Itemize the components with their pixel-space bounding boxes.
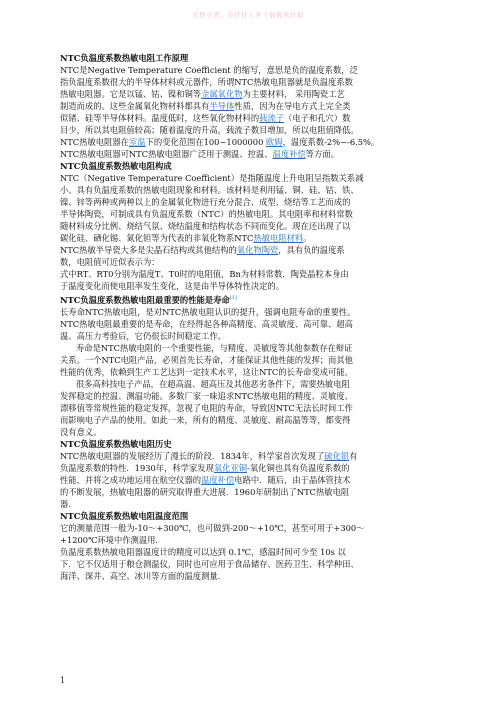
text-run: 式中RT、RT0分别为温度T、T0时的电阻值，Bn为材料常数．陶瓷晶粒本身由 bbox=[60, 269, 349, 279]
paragraph-line bbox=[60, 558, 442, 570]
text-run: NTC负温度系数热敏电阻温度范围 bbox=[60, 510, 189, 521]
text-run: NTC热敏电阻器可NTC热敏电阻器广泛用于测温、控温、 bbox=[60, 149, 273, 159]
paragraph-line bbox=[60, 256, 442, 268]
text-run: 长寿命NTC热敏电阻，是对NTC热敏电阻认识的提升，强调电阻寿命的重要性。 bbox=[60, 306, 356, 317]
paragraph-line bbox=[60, 100, 442, 112]
paragraph-line bbox=[60, 330, 442, 342]
paragraph-line bbox=[60, 306, 442, 318]
text-run: 。 bbox=[303, 233, 312, 243]
text-run: 数，电阻值可近似表示为： bbox=[60, 257, 160, 267]
paragraph-line bbox=[60, 318, 442, 330]
paragraph-line bbox=[60, 546, 442, 558]
paragraph-line bbox=[60, 402, 442, 414]
glossary-link[interactable]: 温度补偿 bbox=[272, 149, 306, 159]
paragraph-line bbox=[60, 280, 442, 292]
paragraph-line bbox=[60, 342, 442, 354]
text-run: 寿命是NTC热敏电阻的一个重要性能，与精度、灵敏度等其他参数存在辩证 bbox=[76, 342, 353, 353]
text-run: 等方面。 bbox=[305, 149, 339, 159]
glossary-link[interactable]: 欧姆 bbox=[266, 137, 283, 147]
text-run: 似锗、硅等半导体材料。温度低时，这些氧化物材料的 bbox=[60, 113, 260, 123]
text-run: 半导体陶瓷，可制成具有负温度系数（NTC）的热敏电阻。其电阻率和材料常数 bbox=[60, 209, 353, 219]
glossary-link[interactable]: 室温 bbox=[128, 137, 146, 147]
section-heading bbox=[60, 510, 442, 522]
paragraph-line bbox=[60, 354, 442, 366]
paragraph-line bbox=[60, 462, 442, 474]
paragraph-line bbox=[60, 196, 442, 208]
text-run: 性质，因为在导电方式上完全类 bbox=[234, 101, 351, 111]
text-run: 发挥稳定的控温、测温功能。多数厂家一味追求NTC热敏电阻的精度、灵敏度、 bbox=[60, 390, 353, 401]
text-run: NTC热敏半导瓷大多是尖晶石结构或其他结构的 bbox=[60, 245, 237, 255]
text-run: NTC（Negative Temperature Coefficient）是指随温度上升电阻呈指数关系减 bbox=[60, 173, 364, 183]
paragraph-line bbox=[60, 136, 442, 148]
text-run: ，具有负的温度系 bbox=[278, 245, 345, 255]
text-run: 热敏电阻器。它是以锰、钴、镍和铜等 bbox=[60, 89, 202, 99]
text-run: NTC负温度系数热敏电阻构成 bbox=[60, 161, 172, 171]
paragraph-line bbox=[60, 184, 442, 196]
glossary-link[interactable]: 热敏电阻材料 bbox=[253, 233, 304, 243]
text-run: 碳化硅、硒化锡、氮化钽等为代表的非氧化物系NTC bbox=[60, 233, 254, 243]
glossary-link[interactable]: 半导体 bbox=[209, 101, 235, 111]
text-run: 镍、锌等两种或两种以上的金属氧化物进行充分混合、成型、烧结等工艺而成的 bbox=[60, 197, 351, 207]
paragraph-line bbox=[60, 124, 442, 136]
text-run: 制造而成的。这些金属氧化物材料都具有 bbox=[60, 101, 210, 111]
paragraph-line bbox=[60, 220, 442, 232]
text-run: 而影响电子产品的使用。如此一来，所有的精度、灵敏度、耐高温等等，都变得 bbox=[60, 414, 351, 425]
paragraph-line bbox=[60, 172, 442, 184]
watermark: 方登立省，走仔什人并干加极乐什拟 bbox=[192, 11, 304, 19]
section-heading bbox=[60, 52, 442, 64]
paragraph-line bbox=[60, 414, 442, 426]
text-run: 为主要材料， 采用陶瓷工艺 bbox=[242, 89, 345, 99]
text-run: 下．它不仅适用于粮仓测温仪，同时也可应用于食品储存、医药卫生、科学种田、 bbox=[60, 558, 359, 569]
text-run: 负温度系数的特性．1930年，科学家发现 bbox=[60, 462, 214, 473]
glossary-link[interactable]: 氧化亚铜 bbox=[213, 462, 248, 473]
glossary-link[interactable]: 硫化银 bbox=[324, 450, 350, 461]
text-run: NTC热敏电阻器在 bbox=[60, 137, 129, 147]
paragraph-line bbox=[60, 486, 442, 498]
text-run: 很多高科技电子产品，在超高温、超高压及其他恶劣条件下，需要热敏电阻 bbox=[76, 378, 350, 389]
text-run: 性能的优秀，依赖到生产工艺达到一定技术水平，这让NTC的长寿命变成可能。 bbox=[60, 366, 353, 377]
glossary-link[interactable]: 温度补偿 bbox=[201, 474, 235, 485]
glossary-link[interactable]: 金属氧化物 bbox=[201, 89, 243, 99]
paragraph-line bbox=[60, 244, 442, 256]
text-run: NTC负温度系数热敏电阻工作原理 bbox=[60, 53, 189, 63]
text-run: 的不断发展，热敏电阻器的研究取得重大进展．1960年研制出了NTC热敏电阻 bbox=[60, 486, 350, 497]
paragraph-line bbox=[60, 64, 442, 76]
paragraph-line bbox=[60, 88, 442, 100]
text-run: NTC热敏电阻最重要的是寿命，在经得起各种高精度、高灵敏度、高可靠、超高 bbox=[60, 318, 353, 329]
text-run: 负温度系数热敏电阻器温度计的精度可以达到 0.1℃，感温时间可少至 10s 以 bbox=[60, 546, 346, 557]
paragraph-line bbox=[60, 534, 442, 546]
page-number: 1 bbox=[60, 676, 66, 685]
glossary-link[interactable]: 载流子 bbox=[259, 113, 285, 123]
section-heading bbox=[60, 292, 442, 306]
paragraph-line bbox=[60, 498, 442, 510]
text-run: 海洋、深井、高空、冰川等方面的温度测量． bbox=[60, 570, 226, 581]
paragraph-line bbox=[60, 208, 442, 220]
text-run: 温、高压力考验后，它仍很长时间稳定工作。 bbox=[60, 330, 226, 341]
text-run: 小、具有负温度系数的热敏电阻现象和材料。该材料是利用锰、铜、硅、钴、铁、 bbox=[60, 185, 359, 195]
text-run: 电路中．随后，由于晶体管技术 bbox=[234, 474, 351, 485]
text-run: （电子和孔穴）数 bbox=[284, 113, 351, 123]
text-run: -氧化铜也具有负温度系数的 bbox=[247, 462, 350, 473]
text-run: 没有意义。 bbox=[60, 426, 102, 437]
paragraph-line bbox=[60, 378, 442, 390]
paragraph-line bbox=[60, 390, 442, 402]
text-run: NTC负温度系数热敏电阻最重要的性能是寿命 bbox=[60, 294, 230, 305]
text-run: 性能，并将之成功地运用在航空仪器的 bbox=[60, 474, 202, 485]
text-run: 指负温度系数很大的半导体材料或元器件，所谓NTC热敏电阻器就是负温度系数 bbox=[60, 77, 353, 87]
section-heading bbox=[60, 160, 442, 172]
text-run: NTC负温度系数热敏电阻历史 bbox=[60, 438, 172, 449]
glossary-link[interactable]: 氧化物陶瓷 bbox=[236, 245, 279, 255]
paragraph-line bbox=[60, 112, 442, 124]
text-run: 器． bbox=[60, 498, 77, 509]
text-run: 有 bbox=[349, 450, 358, 461]
citation-link[interactable]: [1] bbox=[229, 295, 237, 301]
paragraph-line bbox=[60, 148, 442, 160]
text-run: 下的变化范围在100~1000000 bbox=[145, 137, 267, 147]
paragraph-line bbox=[60, 268, 442, 280]
text-run: 它的测量范围一般为-10～+300℃，也可做到-200～+10℃，甚至可用于+300～ bbox=[60, 522, 365, 533]
paragraph-line bbox=[60, 522, 442, 534]
document-body bbox=[60, 52, 442, 582]
text-run: 随材料成分比例、烧结气氛、烧结温度和结构状态不同而变化。现在还出现了以 bbox=[60, 221, 351, 231]
text-run: ，温度系数-2%~-6.5%。 bbox=[282, 137, 380, 147]
text-run: NTC是Negative Temperature Coefficient 的缩写，意思是负的温度系数，泛 bbox=[60, 65, 358, 75]
text-run: 漂移值等常规性能的稳定发挥，忽视了电阻的寿命，导致因NTC无法长时间工作 bbox=[60, 402, 353, 413]
paragraph-line bbox=[60, 232, 442, 244]
section-heading bbox=[60, 438, 442, 450]
paragraph-line bbox=[60, 570, 442, 582]
paragraph-line bbox=[60, 426, 442, 438]
paragraph-line bbox=[60, 474, 442, 486]
paragraph-line bbox=[60, 366, 442, 378]
paragraph-line bbox=[60, 76, 442, 88]
text-run: NTC热敏电阻器的发展经历了漫长的阶段．1834年，科学家首次发现了 bbox=[60, 450, 325, 461]
paragraph-line bbox=[60, 450, 442, 462]
text-run: +1200℃环境中作测温用． bbox=[60, 534, 164, 545]
text-run: 于温度变化而使电阻率发生变化，这是由半导体特性决定的。 bbox=[60, 281, 285, 291]
text-run: 目少，所以其电阻值较高；随着温度的升高，载流子数目增加，所以电阻值降低。 bbox=[60, 125, 359, 135]
text-run: 关系。一个NTC电阻产品，必须首先长寿命，才能保证其他性能的发挥；而其他 bbox=[60, 354, 353, 365]
